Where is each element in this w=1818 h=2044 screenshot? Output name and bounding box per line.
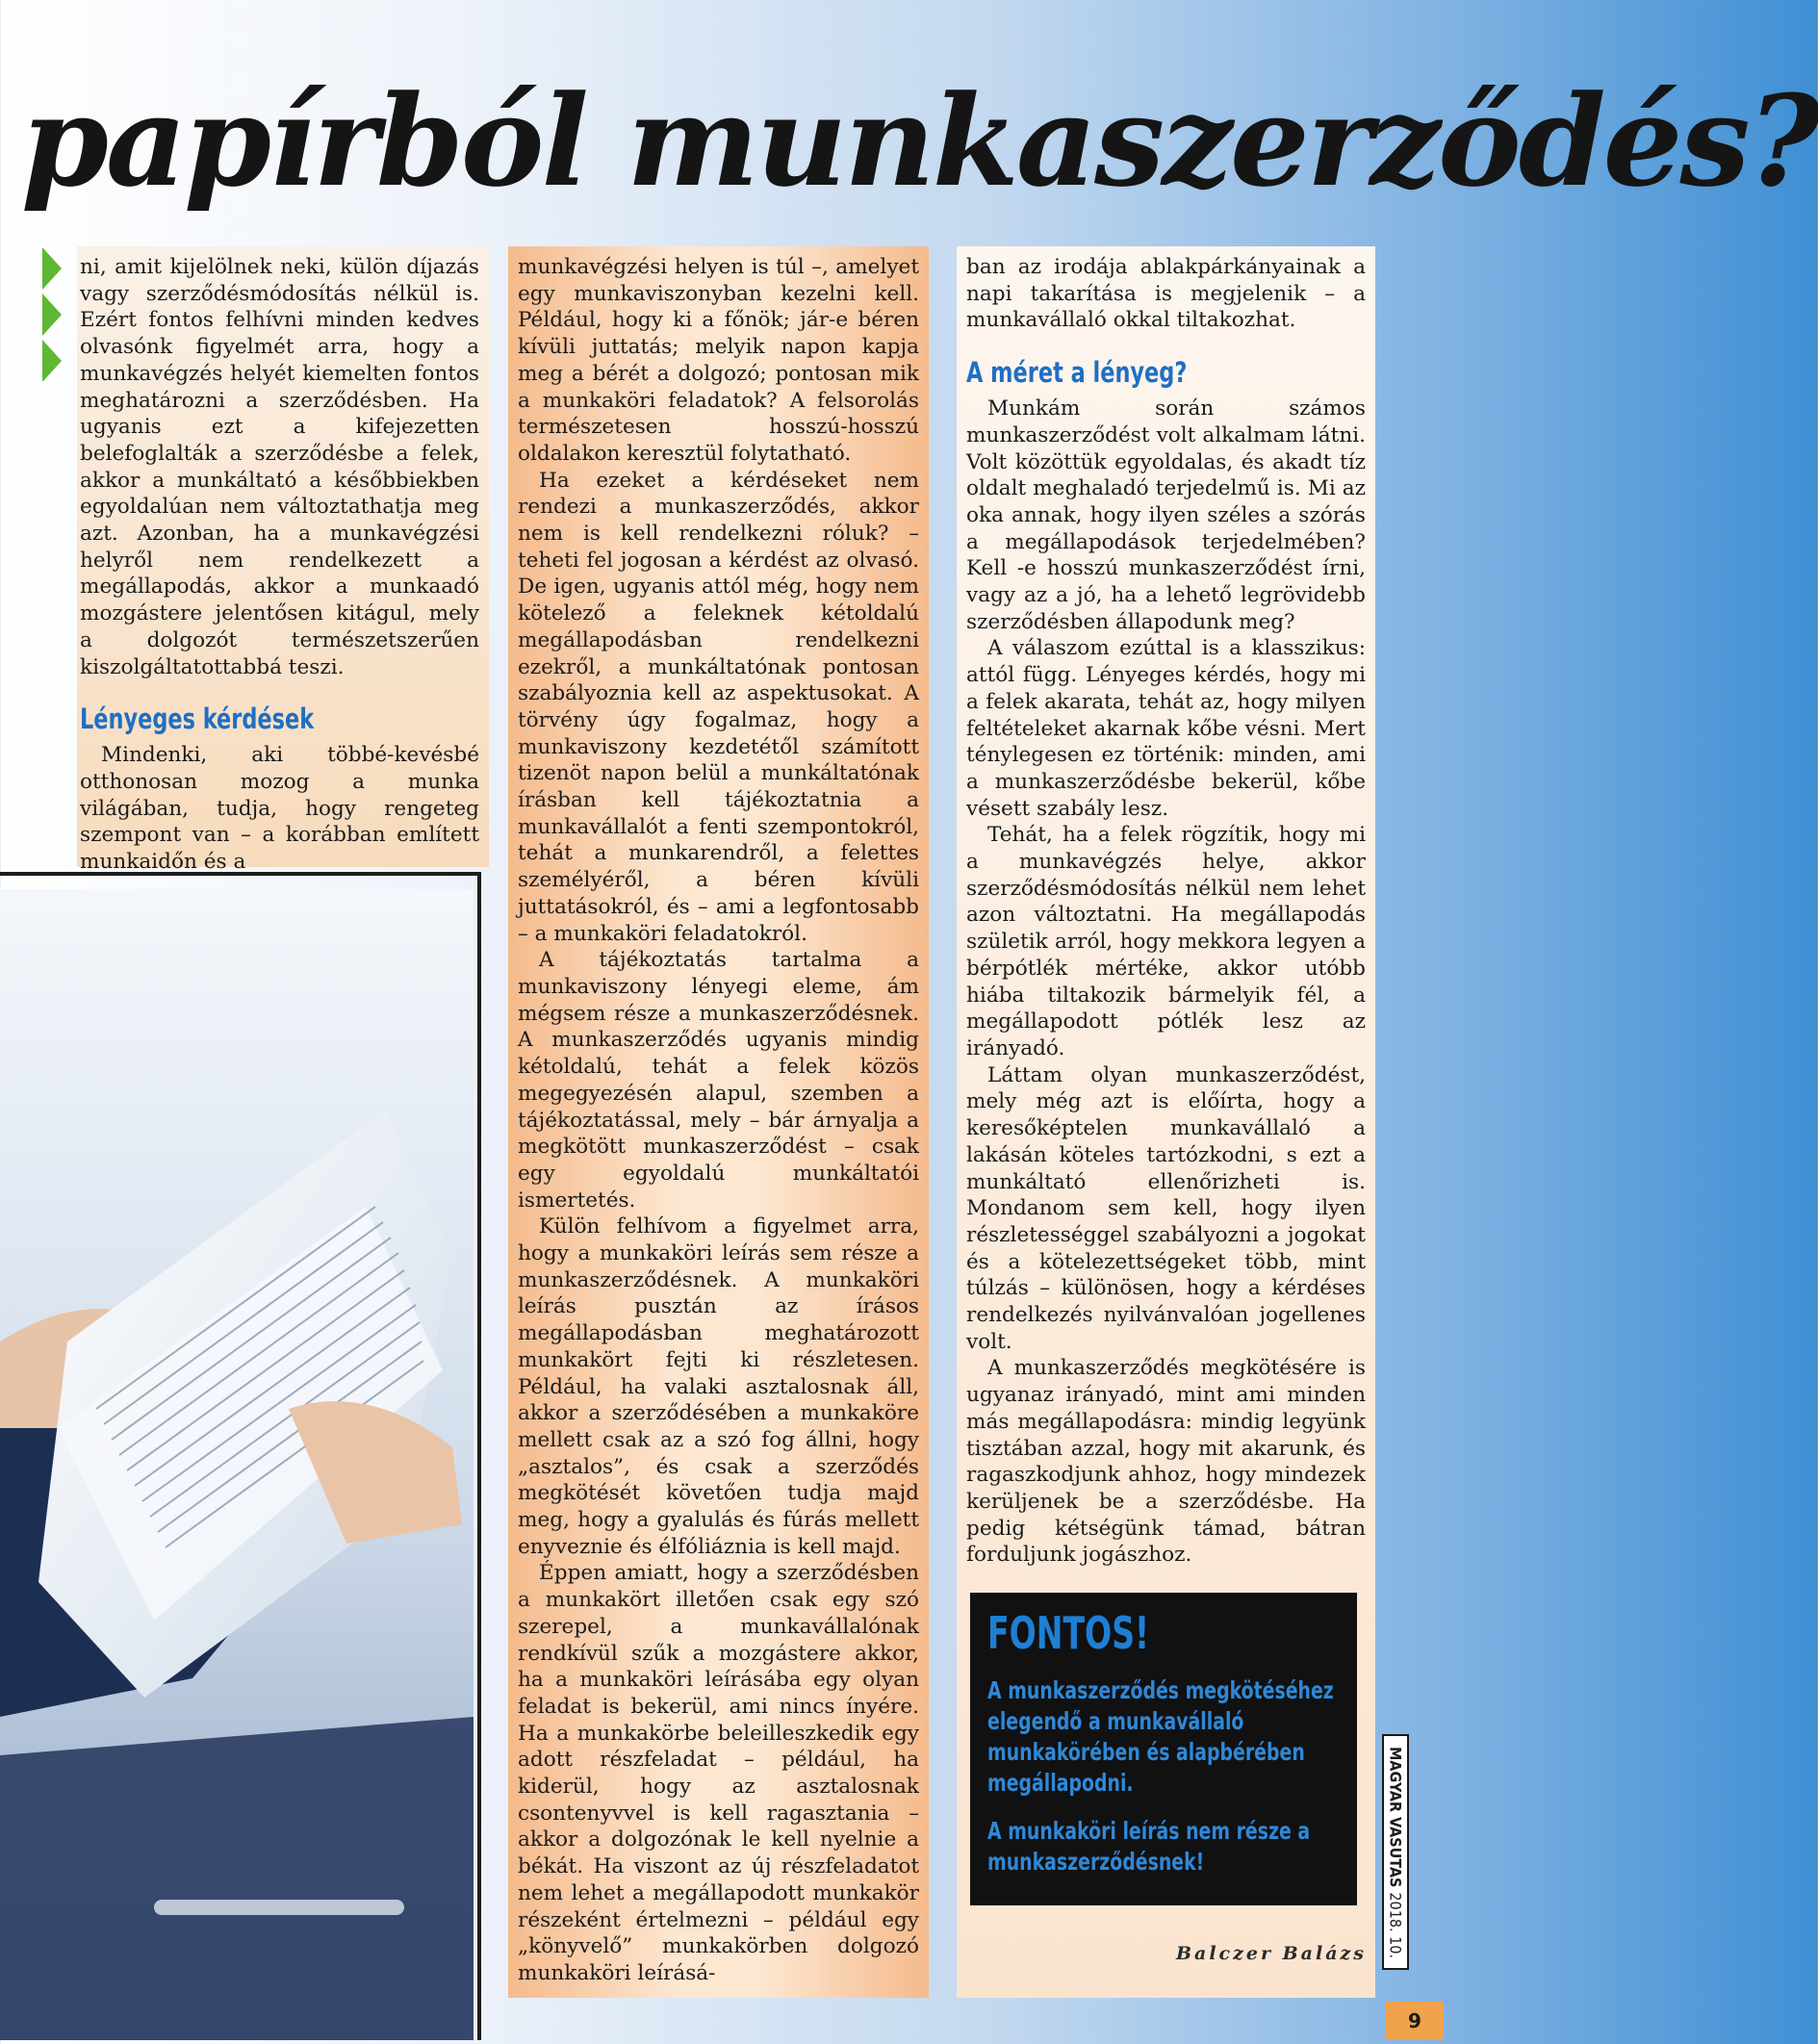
paragraph: Láttam olyan munkaszerződést, mely még azt is előírta, hogy a keresőképtelen munkavállaló a lakásán köteles tartózkodni, s ezt a munkáltató ellenőrizheti is. Mondanom sem kell, hogy ilyen részletességgel szabályozni a jogokat és a kötelezettségeket több, mint túlzás – különösen, hogy a kérdéses rendelkezés nyilvánvalóan jogellenes volt. — [966, 1062, 1366, 1354]
important-box — [970, 1593, 1357, 1905]
triangle-bullet-icon — [42, 340, 62, 382]
photo-hands-reading-document — [0, 889, 474, 2040]
paragraph: A munkaszerződés megkötésére is ugyanaz irányadó, mint ami minden más megállapodásra: mindig legyünk tisztában azzal, hogy mit akarunk, és ragaszkodjunk ahhoz, hogy mindezek kerüljenek be a szerződésbe. Ha pedig kétségünk támad, bátran forduljunk jogászhoz. — [966, 1356, 1366, 1568]
paragraph: ban az irodája ablakpárkányainak a napi takarítása is megjelenik – a munkavállaló okkal tiltakozhat. — [966, 255, 1366, 333]
document-photo-icon — [0, 889, 474, 2040]
page-number: 9 — [1386, 2002, 1444, 2040]
paragraph: A válaszom ezúttal is a klasszikus: attól függ. Lényeges kérdés, hogy mi a felek akarata, tehát az, hogy milyen feltételeket akarnak kőbe vésni. Mert ténylegesen ez történik: minden, ami a munkaszerződésbe bekerül, kőbe vésett szabály lesz. — [966, 636, 1366, 821]
important-box-text: A munkaszerződés megkötéséhez elegendő a munkavállaló munkakörében és alapbérében megállapodni. — [987, 1676, 1334, 1797]
author-byline: Balczer Balázs — [1175, 1943, 1367, 1964]
section-heading: A méret a lényeg? — [966, 356, 1188, 390]
important-box-text: A munkaköri leírás nem része a munkaszerződésnek! — [987, 1817, 1311, 1876]
article-headline: papírból munkaszerződés? — [21, 67, 1818, 215]
article-column-1 — [77, 246, 489, 875]
paragraph: A tájékoztatás tartalma a munkaviszony lényegi eleme, ám mégsem része a munkaszerződésnek. A munkaszerződés ugyanis mindig kétoldalú, tehát a felek közös megegyezésén alapul, szemben a tájékoztatással, mely – bár árnyalja a megkötött munkaszerződést – csak egy egyoldalú munkáltatói ismertetés. — [518, 948, 919, 1213]
triangle-bullet-icon — [42, 294, 62, 336]
magazine-issue-label — [1382, 1734, 1409, 1970]
section-heading: Lényeges kérdések — [80, 703, 315, 736]
paragraph: Tehát, ha a felek rögzítik, hogy mi a munkavégzés helye, akkor szerződésmódosítás nélkül nem lehet azon változtatni. Ha megállapodás születik arról, hogy mekkora legyen a bérpótlék mértéke, akkor utóbb hiába tiltakozik bármelyik fél, a megállapodott pótlék lesz az irányadó. — [966, 823, 1366, 1060]
paragraph: Külön felhívom a figyelmet arra, hogy a munkaköri leírás sem része a munkaszerződésnek. A munkaköri leírás pusztán az írásos megállapodásban meghatározott munkakört fejti ki részletesen. Például, ha valaki asztalosnak áll, akkor a szerződésében a munkaköre mellett csak az a szó fog állni, hogy „asztalos”, és csak a szerződés megkötését követően tudja majd meg, hogy a gyalulás és fúrás mellett enyveznie és élfóliáznia is kell majd. — [518, 1214, 919, 1559]
bullet-markers — [42, 247, 64, 386]
paragraph: Éppen amiatt, hogy a szerződésben a munkakört illetően csak egy szó szerepel, a munkavállalónak rendkívül szűk a mozgástere akkor, ha a munkaköri leírásába egy olyan feladat is bekerül, ami nincs ínyére. Ha a munkakörbe beleilleszkedik egy adott részfeladat – például, ha kiderül, hogy az asztalosnak csontenyvvel is kell ragasztania – akkor a dolgozónak le kell nyelnie a békát. Ha viszont az új részfeladatot nem lehet a megállapodott munkakör részeként értelmezni – például egy „könyvelő” munkakörben dolgozó munkaköri leírásá- — [518, 1561, 919, 1985]
paragraph: Munkám során számos munkaszerződést volt alkalmam látni. Volt közöttük egyoldalas, és akadt tíz oldalt meghaladó terjedelmű is. Mi az oka annak, hogy ilyen széles a szórás a megállapodások terjedelmében? Kell -e hosszú munkaszerződést írni, vagy az a jó, ha a lehető legrövidebb szerződésben állapodunk meg? — [966, 396, 1366, 634]
paragraph: ni, amit kijelölnek neki, külön díjazás vagy szerződésmódosítás nélkül is. Ezért fontos felhívni minden kedves olvasónk figyelmét arra, hogy a munkavégzés helyét kiemelten fontos meghatározni a szerződésben. Ha ugyanis ezt a kifejezetten belefoglalták a szerződésbe a felek, akkor a munkáltató a későbbiekben egyoldalúan nem változtathatja meg azt. Azonban, ha a munkavégzési helyről nem rendelkezett a megállapodás, akkor a munkaadó mozgástere jelentősen kitágul, mely a dolgozót természetszerűen kiszolgáltatottabbá teszi. — [80, 255, 479, 679]
triangle-bullet-icon — [42, 247, 62, 290]
magazine-name-issue: MAGYAR VASUTAS 2018. 10. — [1386, 1746, 1405, 1958]
paragraph: Ha ezeket a kérdéseket nem rendezi a munkaszerződés, akkor nem is kell rendelkezni róluk? – teheti fel jogosan a kérdést az olvasó. De igen, ugyanis attól még, hogy nem kötelező a feleknek kétoldalú megállapodásban rendelkezni ezekről, a munkáltatónak pontosan szabályoznia kell az aspektusokat. A törvény úgy fogalmaz, hogy a munkaviszony kezdetétől számított tizenöt napon belül a munkáltatónak írásban kell tájékoztatnia a munkavállalót a fenti szempontokról, tehát a munkarendről, a felettes személyéről, a béren kívüli juttatásokról, és – ami a legfontosabb – a munkaköri feladatokról. — [518, 468, 919, 946]
important-box-title: FONTOS! — [987, 1607, 1150, 1659]
paragraph: munkavégzési helyen is túl –, amelyet egy munkaviszonyban kezelni kell. Például, hogy ki a főnök; jár-e béren kívüli juttatás; melyik napon kapja meg a bérét a dolgozó; pontosan mik a munkaköri feladatok? A felsorolás természetesen hosszú-hosszú oldalakon keresztül folytatható. — [518, 255, 919, 466]
paragraph: Mindenki, aki többé-kevésbé otthonosan mozog a munka világában, tudja, hogy rengeteg szempont van – a korábban említett munkaidőn és a — [80, 743, 479, 875]
article-column-2 — [508, 246, 929, 1998]
